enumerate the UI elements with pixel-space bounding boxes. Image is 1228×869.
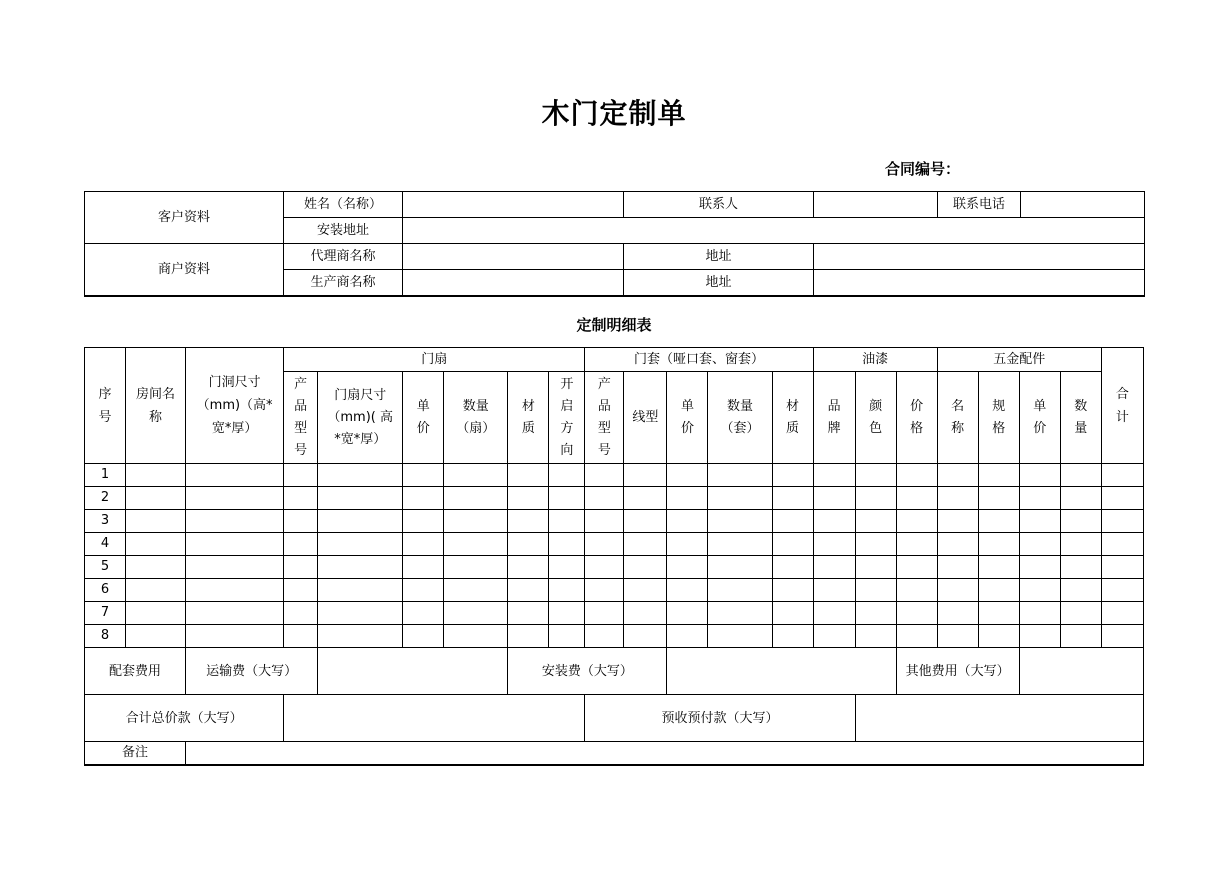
table-cell[interactable] [813, 579, 855, 602]
table-cell[interactable] [403, 556, 444, 579]
table-cell[interactable] [855, 533, 896, 556]
table-cell[interactable] [444, 487, 508, 510]
table-cell[interactable] [403, 533, 444, 556]
maker-address-label: 地址 [624, 270, 814, 297]
table-cell[interactable] [896, 602, 937, 625]
prepayment-label: 预收预付款（大写） [585, 695, 855, 742]
header-hw-spec: 规格 [978, 372, 1019, 464]
table-cell[interactable] [813, 464, 855, 487]
table-cell[interactable] [667, 556, 708, 579]
table-cell[interactable] [1019, 556, 1060, 579]
table-cell[interactable] [318, 533, 403, 556]
table-cell[interactable] [896, 487, 937, 510]
agent-name-label: 代理商名称 [284, 244, 403, 270]
table-cell[interactable] [855, 625, 896, 648]
table-cell[interactable] [186, 510, 284, 533]
other-fee-label: 其他费用（大写） [896, 648, 1019, 695]
remark-label: 备注 [85, 742, 186, 766]
contact-person-label: 联系人 [624, 192, 814, 218]
table-cell[interactable] [549, 510, 585, 533]
table-cell[interactable] [284, 464, 318, 487]
table-cell[interactable] [126, 510, 186, 533]
table-cell[interactable] [585, 487, 624, 510]
header-leaf-material: 材质 [508, 372, 549, 464]
table-cell[interactable] [126, 625, 186, 648]
table-cell[interactable] [855, 487, 896, 510]
agent-address-field[interactable] [814, 244, 1145, 270]
transport-fee-field[interactable] [318, 648, 508, 695]
header-hw-name: 名称 [937, 372, 978, 464]
table-cell[interactable] [508, 625, 549, 648]
table-cell[interactable] [708, 487, 772, 510]
other-fee-field[interactable] [1019, 648, 1143, 695]
table-cell[interactable] [667, 602, 708, 625]
table-cell[interactable] [318, 556, 403, 579]
header-leaf-direction: 开启方向 [549, 372, 585, 464]
table-cell[interactable] [1019, 625, 1060, 648]
table-cell[interactable] [855, 510, 896, 533]
table-row [85, 487, 1144, 510]
table-cell[interactable] [1101, 579, 1143, 602]
table-cell[interactable] [508, 533, 549, 556]
table-cell[interactable] [549, 464, 585, 487]
table-cell[interactable] [1019, 510, 1060, 533]
table-cell[interactable] [444, 510, 508, 533]
contact-person-field[interactable] [814, 192, 938, 218]
table-cell[interactable] [444, 579, 508, 602]
table-cell[interactable] [978, 579, 1019, 602]
table-cell[interactable] [1060, 464, 1101, 487]
table-cell[interactable] [855, 579, 896, 602]
header-door-frame-group: 门套（哑口套、窗套） [585, 348, 813, 372]
row-number: 5 [85, 556, 126, 579]
table-cell[interactable] [284, 533, 318, 556]
row-number: 6 [85, 579, 126, 602]
table-cell[interactable] [1101, 487, 1143, 510]
table-cell[interactable] [937, 464, 978, 487]
table-cell[interactable] [813, 533, 855, 556]
table-cell[interactable] [855, 602, 896, 625]
table-cell[interactable] [896, 556, 937, 579]
table-cell[interactable] [1060, 533, 1101, 556]
transport-fee-label: 运输费（大写） [186, 648, 318, 695]
detail-table-title: 定制明细表 [576, 316, 652, 334]
table-row [85, 556, 1144, 579]
maker-name-field[interactable] [403, 270, 624, 297]
table-cell[interactable] [708, 602, 772, 625]
install-fee-label: 安装费（大写） [508, 648, 667, 695]
install-address-label: 安装地址 [284, 218, 403, 244]
table-cell[interactable] [772, 556, 813, 579]
fees-label: 配套费用 [85, 648, 186, 695]
table-cell[interactable] [403, 487, 444, 510]
table-cell[interactable] [444, 625, 508, 648]
header-hw-qty: 数量 [1060, 372, 1101, 464]
table-cell[interactable] [585, 464, 624, 487]
table-cell[interactable] [403, 510, 444, 533]
header-frame-line: 线型 [624, 372, 667, 464]
table-cell[interactable] [772, 625, 813, 648]
table-cell[interactable] [585, 556, 624, 579]
table-cell[interactable] [937, 487, 978, 510]
table-cell[interactable] [284, 625, 318, 648]
total-price-field[interactable] [284, 695, 585, 742]
table-cell[interactable] [1019, 602, 1060, 625]
header-leaf-model: 产品型号 [284, 372, 318, 464]
detail-table [84, 347, 1144, 766]
table-row [85, 602, 1144, 625]
table-cell[interactable] [1060, 556, 1101, 579]
customer-name-field[interactable] [403, 192, 624, 218]
table-cell[interactable] [186, 602, 284, 625]
table-cell[interactable] [1101, 464, 1143, 487]
table-cell[interactable] [813, 510, 855, 533]
table-cell[interactable] [549, 579, 585, 602]
table-cell[interactable] [978, 602, 1019, 625]
header-leaf-qty: 数量（扇） [444, 372, 508, 464]
table-cell[interactable] [978, 533, 1019, 556]
table-cell[interactable] [624, 533, 667, 556]
contract-number-label: 合同编号： [885, 160, 961, 178]
table-cell[interactable] [624, 602, 667, 625]
header-paint-brand: 品牌 [813, 372, 855, 464]
table-cell[interactable] [318, 464, 403, 487]
header-room: 房间名称 [126, 348, 186, 464]
total-price-label: 合计总价款（大写） [85, 695, 284, 742]
table-cell[interactable] [855, 556, 896, 579]
agent-address-label: 地址 [624, 244, 814, 270]
table-row [85, 510, 1144, 533]
table-cell[interactable] [1019, 487, 1060, 510]
table-cell[interactable] [772, 464, 813, 487]
table-cell[interactable] [855, 464, 896, 487]
table-cell[interactable] [549, 487, 585, 510]
table-cell[interactable] [585, 602, 624, 625]
table-cell[interactable] [549, 625, 585, 648]
table-cell[interactable] [624, 625, 667, 648]
header-seq: 序号 [85, 348, 126, 464]
table-cell[interactable] [403, 625, 444, 648]
table-cell[interactable] [772, 487, 813, 510]
header-frame-price: 单价 [667, 372, 708, 464]
header-leaf-size: 门扇尺寸（mm)( 高*宽*厚） [318, 372, 403, 464]
table-cell[interactable] [896, 464, 937, 487]
table-cell[interactable] [667, 510, 708, 533]
table-cell[interactable] [126, 464, 186, 487]
table-cell[interactable] [667, 487, 708, 510]
table-cell[interactable] [1019, 579, 1060, 602]
header-opening-size: 门洞尺寸（mm)（高*宽*厚） [186, 348, 284, 464]
customer-name-label: 姓名（名称） [284, 192, 403, 218]
table-cell[interactable] [444, 602, 508, 625]
table-cell[interactable] [937, 625, 978, 648]
header-paint-color: 颜色 [855, 372, 896, 464]
table-cell[interactable] [978, 510, 1019, 533]
table-cell[interactable] [896, 625, 937, 648]
table-cell[interactable] [508, 579, 549, 602]
table-cell[interactable] [1019, 464, 1060, 487]
table-cell[interactable] [624, 464, 667, 487]
row-number: 1 [85, 464, 126, 487]
info-table [84, 191, 1145, 297]
table-cell[interactable] [937, 602, 978, 625]
table-cell[interactable] [624, 579, 667, 602]
table-cell[interactable] [667, 533, 708, 556]
row-number: 2 [85, 487, 126, 510]
table-cell[interactable] [937, 510, 978, 533]
table-cell[interactable] [708, 510, 772, 533]
table-cell[interactable] [508, 510, 549, 533]
table-cell[interactable] [667, 625, 708, 648]
table-cell[interactable] [403, 579, 444, 602]
phone-label: 联系电话 [938, 192, 1021, 218]
table-cell[interactable] [508, 556, 549, 579]
row-number: 7 [85, 602, 126, 625]
table-cell[interactable] [284, 556, 318, 579]
header-leaf-price: 单价 [403, 372, 444, 464]
header-door-leaf-group: 门扇 [284, 348, 585, 372]
header-frame-material: 材质 [772, 372, 813, 464]
table-cell[interactable] [667, 464, 708, 487]
install-fee-field[interactable] [667, 648, 896, 695]
table-cell[interactable] [1101, 556, 1143, 579]
table-cell[interactable] [186, 579, 284, 602]
table-cell[interactable] [1019, 533, 1060, 556]
table-cell[interactable] [937, 579, 978, 602]
table-row [85, 579, 1144, 602]
table-row [85, 625, 1144, 648]
table-cell[interactable] [667, 579, 708, 602]
table-cell[interactable] [624, 556, 667, 579]
table-cell[interactable] [444, 464, 508, 487]
table-cell[interactable] [186, 533, 284, 556]
table-cell[interactable] [772, 579, 813, 602]
header-hardware-group: 五金配件 [937, 348, 1101, 372]
table-row [85, 533, 1144, 556]
table-cell[interactable] [937, 556, 978, 579]
table-row [85, 464, 1144, 487]
table-cell[interactable] [444, 533, 508, 556]
customer-section-label: 客户资料 [85, 192, 284, 244]
table-cell[interactable] [813, 556, 855, 579]
table-cell[interactable] [318, 579, 403, 602]
table-cell[interactable] [937, 533, 978, 556]
table-cell[interactable] [813, 602, 855, 625]
header-paint-group: 油漆 [813, 348, 937, 372]
table-cell[interactable] [624, 487, 667, 510]
table-cell[interactable] [813, 625, 855, 648]
table-cell[interactable] [126, 556, 186, 579]
table-cell[interactable] [708, 579, 772, 602]
table-cell[interactable] [126, 602, 186, 625]
table-cell[interactable] [318, 487, 403, 510]
maker-address-field[interactable] [814, 270, 1145, 297]
table-cell[interactable] [585, 625, 624, 648]
table-cell[interactable] [896, 579, 937, 602]
header-frame-qty: 数量（套） [708, 372, 772, 464]
table-cell[interactable] [549, 533, 585, 556]
table-cell[interactable] [403, 464, 444, 487]
table-cell[interactable] [896, 510, 937, 533]
remark-field[interactable] [186, 742, 1144, 766]
table-cell[interactable] [978, 487, 1019, 510]
table-cell[interactable] [186, 464, 284, 487]
table-cell[interactable] [126, 487, 186, 510]
row-number: 3 [85, 510, 126, 533]
table-cell[interactable] [978, 556, 1019, 579]
row-number: 8 [85, 625, 126, 648]
table-cell[interactable] [624, 510, 667, 533]
table-cell[interactable] [318, 510, 403, 533]
table-cell[interactable] [772, 533, 813, 556]
table-cell[interactable] [508, 464, 549, 487]
table-cell[interactable] [1060, 602, 1101, 625]
table-cell[interactable] [284, 579, 318, 602]
table-cell[interactable] [708, 625, 772, 648]
table-cell[interactable] [1060, 510, 1101, 533]
table-cell[interactable] [444, 556, 508, 579]
table-cell[interactable] [318, 602, 403, 625]
table-cell[interactable] [1060, 487, 1101, 510]
table-cell[interactable] [1101, 510, 1143, 533]
table-cell[interactable] [1101, 625, 1143, 648]
table-cell[interactable] [549, 556, 585, 579]
table-cell[interactable] [708, 464, 772, 487]
table-cell[interactable] [978, 625, 1019, 648]
table-cell[interactable] [772, 510, 813, 533]
table-cell[interactable] [126, 579, 186, 602]
table-cell[interactable] [585, 510, 624, 533]
table-cell[interactable] [585, 579, 624, 602]
header-paint-price: 价格 [896, 372, 937, 464]
merchant-section-label: 商户资料 [85, 244, 284, 297]
table-cell[interactable] [508, 487, 549, 510]
table-cell[interactable] [772, 602, 813, 625]
table-cell[interactable] [403, 602, 444, 625]
table-cell[interactable] [708, 533, 772, 556]
document-title: 木门定制单 [541, 97, 687, 130]
table-cell[interactable] [1101, 602, 1143, 625]
table-cell[interactable] [585, 533, 624, 556]
table-cell[interactable] [318, 625, 403, 648]
table-cell[interactable] [508, 602, 549, 625]
install-address-field[interactable] [403, 218, 1145, 244]
maker-name-label: 生产商名称 [284, 270, 403, 297]
table-cell[interactable] [708, 556, 772, 579]
table-cell[interactable] [1101, 533, 1143, 556]
table-cell[interactable] [186, 556, 284, 579]
prepayment-field[interactable] [855, 695, 1143, 742]
table-cell[interactable] [1060, 625, 1101, 648]
table-cell[interactable] [186, 625, 284, 648]
table-cell[interactable] [284, 510, 318, 533]
header-total: 合计 [1101, 348, 1143, 464]
row-number: 4 [85, 533, 126, 556]
phone-field[interactable] [1021, 192, 1145, 218]
table-cell[interactable] [896, 533, 937, 556]
table-cell[interactable] [126, 533, 186, 556]
agent-name-field[interactable] [403, 244, 624, 270]
table-cell[interactable] [1060, 579, 1101, 602]
table-cell[interactable] [284, 487, 318, 510]
table-cell[interactable] [978, 464, 1019, 487]
table-cell[interactable] [186, 487, 284, 510]
table-cell[interactable] [549, 602, 585, 625]
header-frame-model: 产品型号 [585, 372, 624, 464]
table-cell[interactable] [813, 487, 855, 510]
table-cell[interactable] [284, 602, 318, 625]
header-hw-price: 单价 [1019, 372, 1060, 464]
